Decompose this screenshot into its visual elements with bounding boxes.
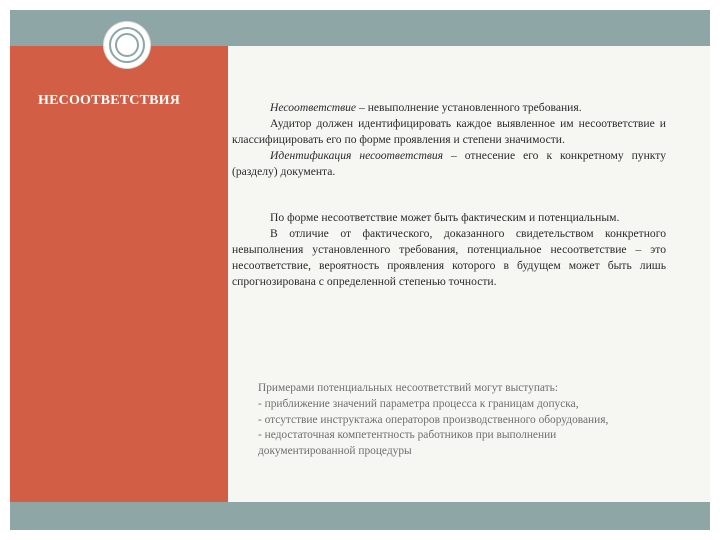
auditor-paragraph: Аудитор должен идентифицировать каждое выявленное им несоответствие и классифицировать его по форме проявления и степени значимости. xyxy=(232,117,666,146)
definition-paragraph xyxy=(232,100,666,116)
bottom-bar xyxy=(10,502,710,530)
potential-paragraph: В отличие от фактического, доказанного свидетельством конкретного невыполнения установленного требования, потенциальное несоответствие – это несоответствие, вероятность проявления которого в будущем может быть лишь спрогнозирована с определенной степенью точности. xyxy=(232,227,666,288)
examples-line: документированной процедуры xyxy=(258,445,412,458)
definition-text: – невыполнение установленного требования. xyxy=(356,101,582,114)
examples-line: - приближение значений параметра процесса к границам допуска, xyxy=(258,397,579,410)
examples-block xyxy=(258,381,688,460)
main-text xyxy=(232,100,666,290)
term-nonconformity: Несоответствие xyxy=(270,101,357,114)
identification-text: – отнесение его к конкретному пункту (разделу) документа. xyxy=(232,149,666,178)
slide-title: НЕСООТВЕТСТВИЯ xyxy=(38,93,181,108)
term-identification: Идентификация несоответствия xyxy=(270,149,444,162)
examples-line: - недостаточная компетентность работников при выполнении xyxy=(258,429,557,442)
left-panel xyxy=(10,46,228,502)
ring-icon xyxy=(104,22,150,68)
examples-line: - отсутствие инструктажа операторов производственного оборудования, xyxy=(258,413,609,426)
form-paragraph: По форме несоответствие может быть фактическим и потенциальным. xyxy=(270,211,620,224)
identification-paragraph xyxy=(232,148,666,180)
examples-line: Примерами потенциальных несоответствий могут выступать: xyxy=(258,382,559,394)
